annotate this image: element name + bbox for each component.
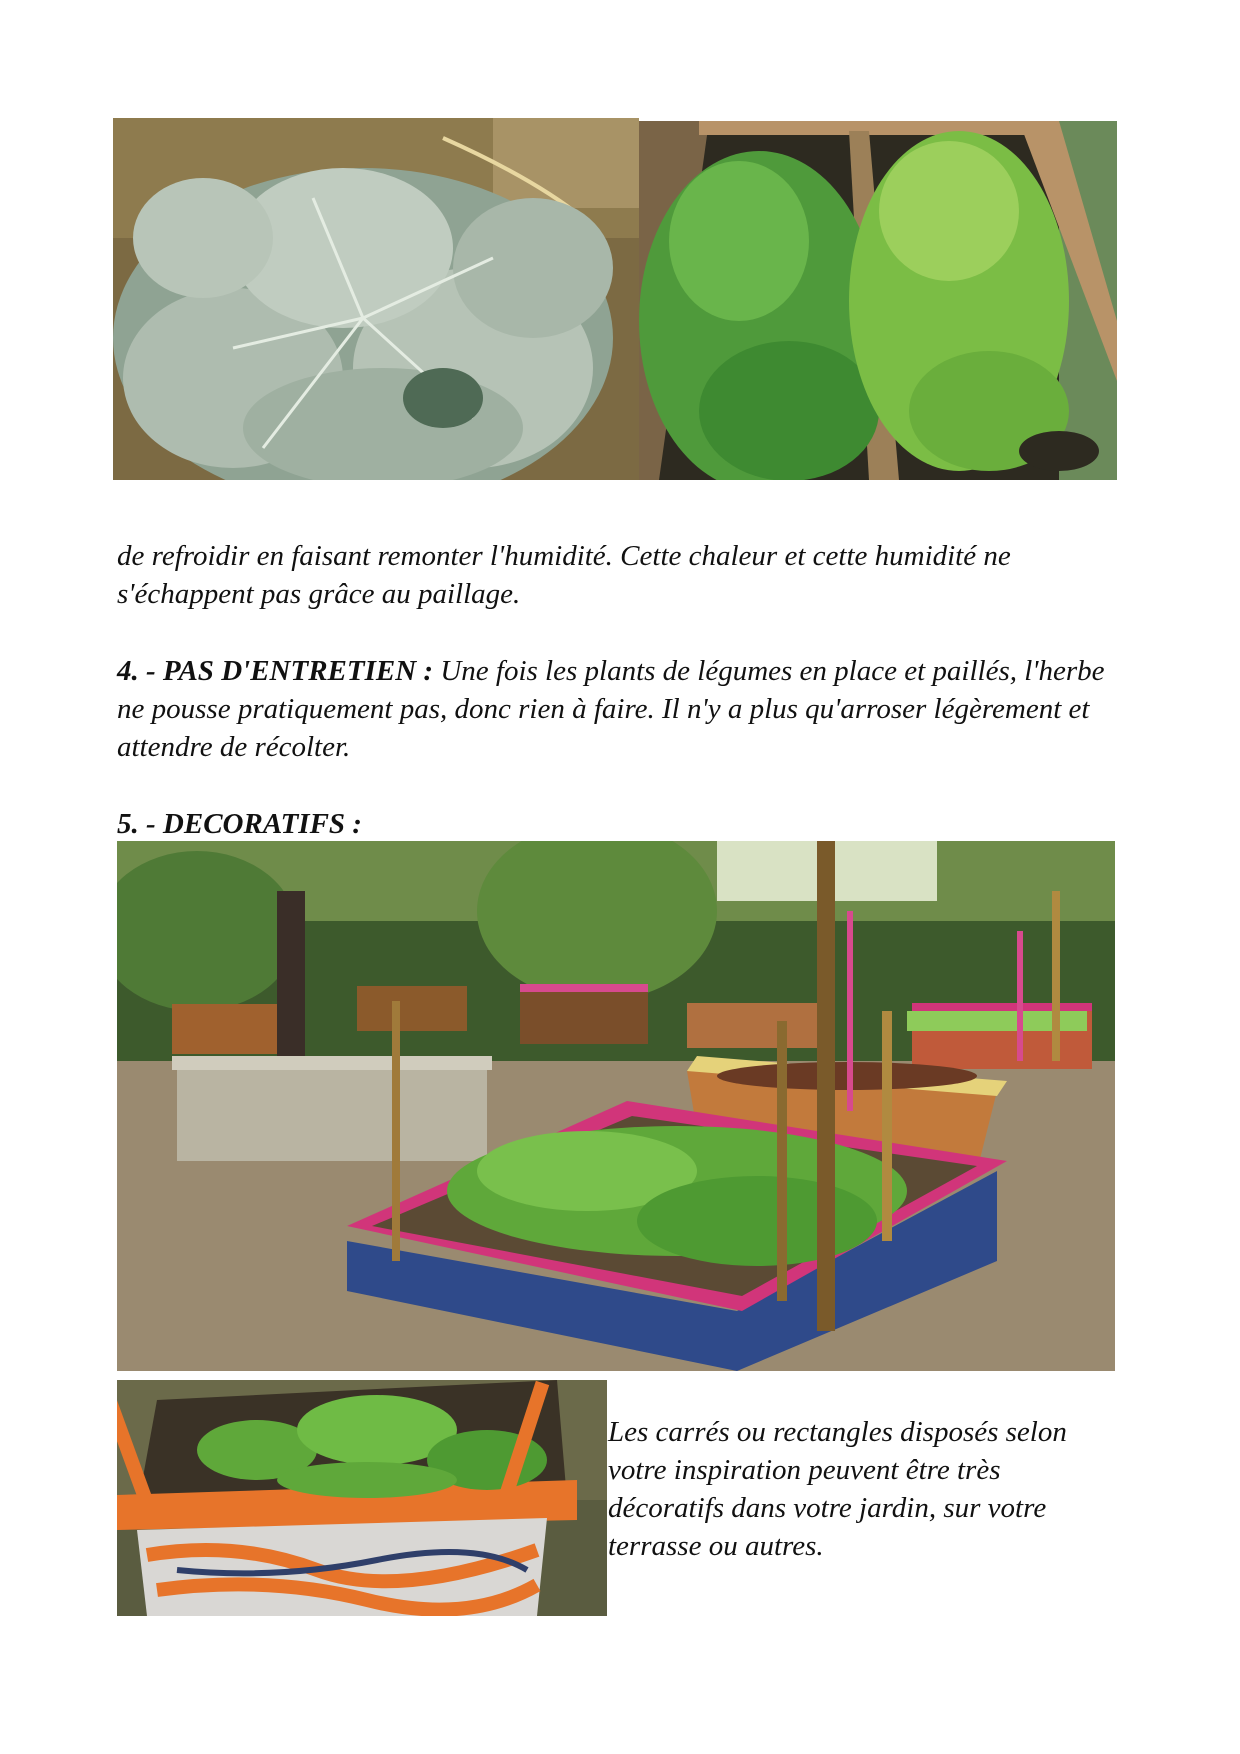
orange-bed-photo xyxy=(117,1380,607,1616)
garden-beds-photo xyxy=(117,841,1115,1371)
section-4-body: Une fois les plants de légumes en place et paillés, l'herbe ne pousse pratiquement pas, donc rien à faire. Il n'y a plus qu'arroser légèrement et attendre de récolter. xyxy=(117,655,1105,763)
lettuce-bed-photo xyxy=(639,121,1117,480)
section-5-heading: 5. - DECORATIFS : xyxy=(117,808,362,840)
paragraph-continuation: de refroidir en faisant remonter l'humidité. Cette chaleur et cette humidité ne s'échappent pas grâce au paillage. xyxy=(117,540,1011,610)
decorative-caption: Les carrés ou rectangles disposés selon votre inspiration peuvent être très décoratifs dans votre jardin, sur votre terrasse ou autres. xyxy=(608,1416,1067,1562)
section-4-heading: 4. - PAS D'ENTRETIEN : xyxy=(117,655,434,687)
section-4-paragraph xyxy=(117,652,1107,766)
cabbage-photo xyxy=(113,118,639,480)
